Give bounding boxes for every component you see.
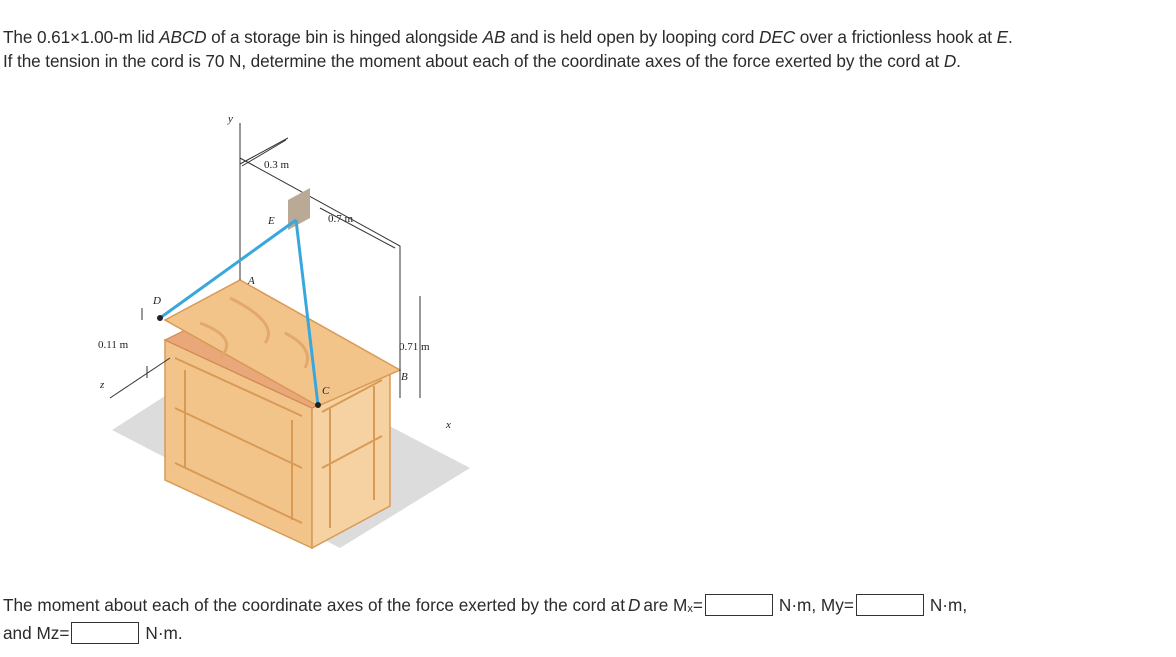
problem-line2-segment: D	[943, 51, 957, 71]
problem-line1-segment: and is held open by looping cord	[505, 27, 760, 47]
problem-line1-segment: E	[996, 27, 1008, 47]
problem-line1-segment: The 0.61×1.00-m lid	[3, 27, 160, 47]
z-axis	[110, 358, 170, 398]
answer-section	[3, 591, 1173, 647]
answer-intro-post: are M	[643, 595, 688, 615]
problem-line1-segment: DEC	[759, 27, 796, 47]
mx-subscript: x	[687, 603, 693, 615]
point-b-label: B	[401, 371, 408, 383]
problem-line1-segment: of a storage bin is hinged alongside	[206, 27, 483, 47]
dim-right-label: 0.71 m	[399, 341, 430, 353]
axis-y-label: y	[228, 113, 233, 125]
mz-label: and Mz=	[3, 623, 70, 643]
problem-line2-segment: If the tension in the cord is 70 N, determine the moment about each of the coordinate axes of the force exerted by the cord at	[3, 51, 944, 71]
axis-x-label: x	[446, 419, 451, 431]
axis-z-label: z	[100, 379, 105, 391]
problem-line-1	[3, 25, 1173, 49]
my-unit: N·m,	[929, 595, 968, 615]
problem-line1-segment: .	[1007, 27, 1013, 47]
answer-line-1	[3, 591, 1173, 619]
point-d-marker	[157, 315, 163, 321]
dim-left-arrows	[142, 308, 147, 378]
answer-intro: The moment about each of the coordinate axes of the force exerted by the cord at	[3, 595, 625, 615]
mx-equals: =	[692, 595, 703, 615]
answer-point-d: D	[628, 595, 641, 615]
my-label: N·m, My=	[778, 595, 854, 615]
point-c-marker	[315, 402, 321, 408]
problem-line-2	[3, 49, 1173, 73]
problem-line1-segment: AB	[482, 27, 506, 47]
problem-statement	[3, 25, 1173, 73]
dim-top-label: 0.3 m	[264, 159, 290, 171]
problem-line1-segment: ABCD	[159, 27, 207, 47]
point-e-label: E	[268, 215, 275, 227]
answer-line-2	[3, 619, 1173, 647]
mz-input[interactable]	[71, 622, 139, 644]
dim-left-label: 0.11 m	[98, 339, 129, 351]
point-a-label: A	[248, 275, 255, 287]
point-d-label: D	[153, 295, 161, 307]
figure-svg	[90, 108, 470, 568]
mx-input[interactable]	[705, 594, 773, 616]
storage-bin-figure	[90, 108, 470, 568]
dim-hook-label: 0.7 m	[328, 213, 354, 225]
mz-unit: N·m.	[145, 623, 183, 643]
point-c-label: C	[322, 385, 330, 397]
my-input[interactable]	[856, 594, 924, 616]
problem-line2-segment: .	[956, 51, 961, 71]
problem-line1-segment: over a frictionless hook at	[795, 27, 997, 47]
